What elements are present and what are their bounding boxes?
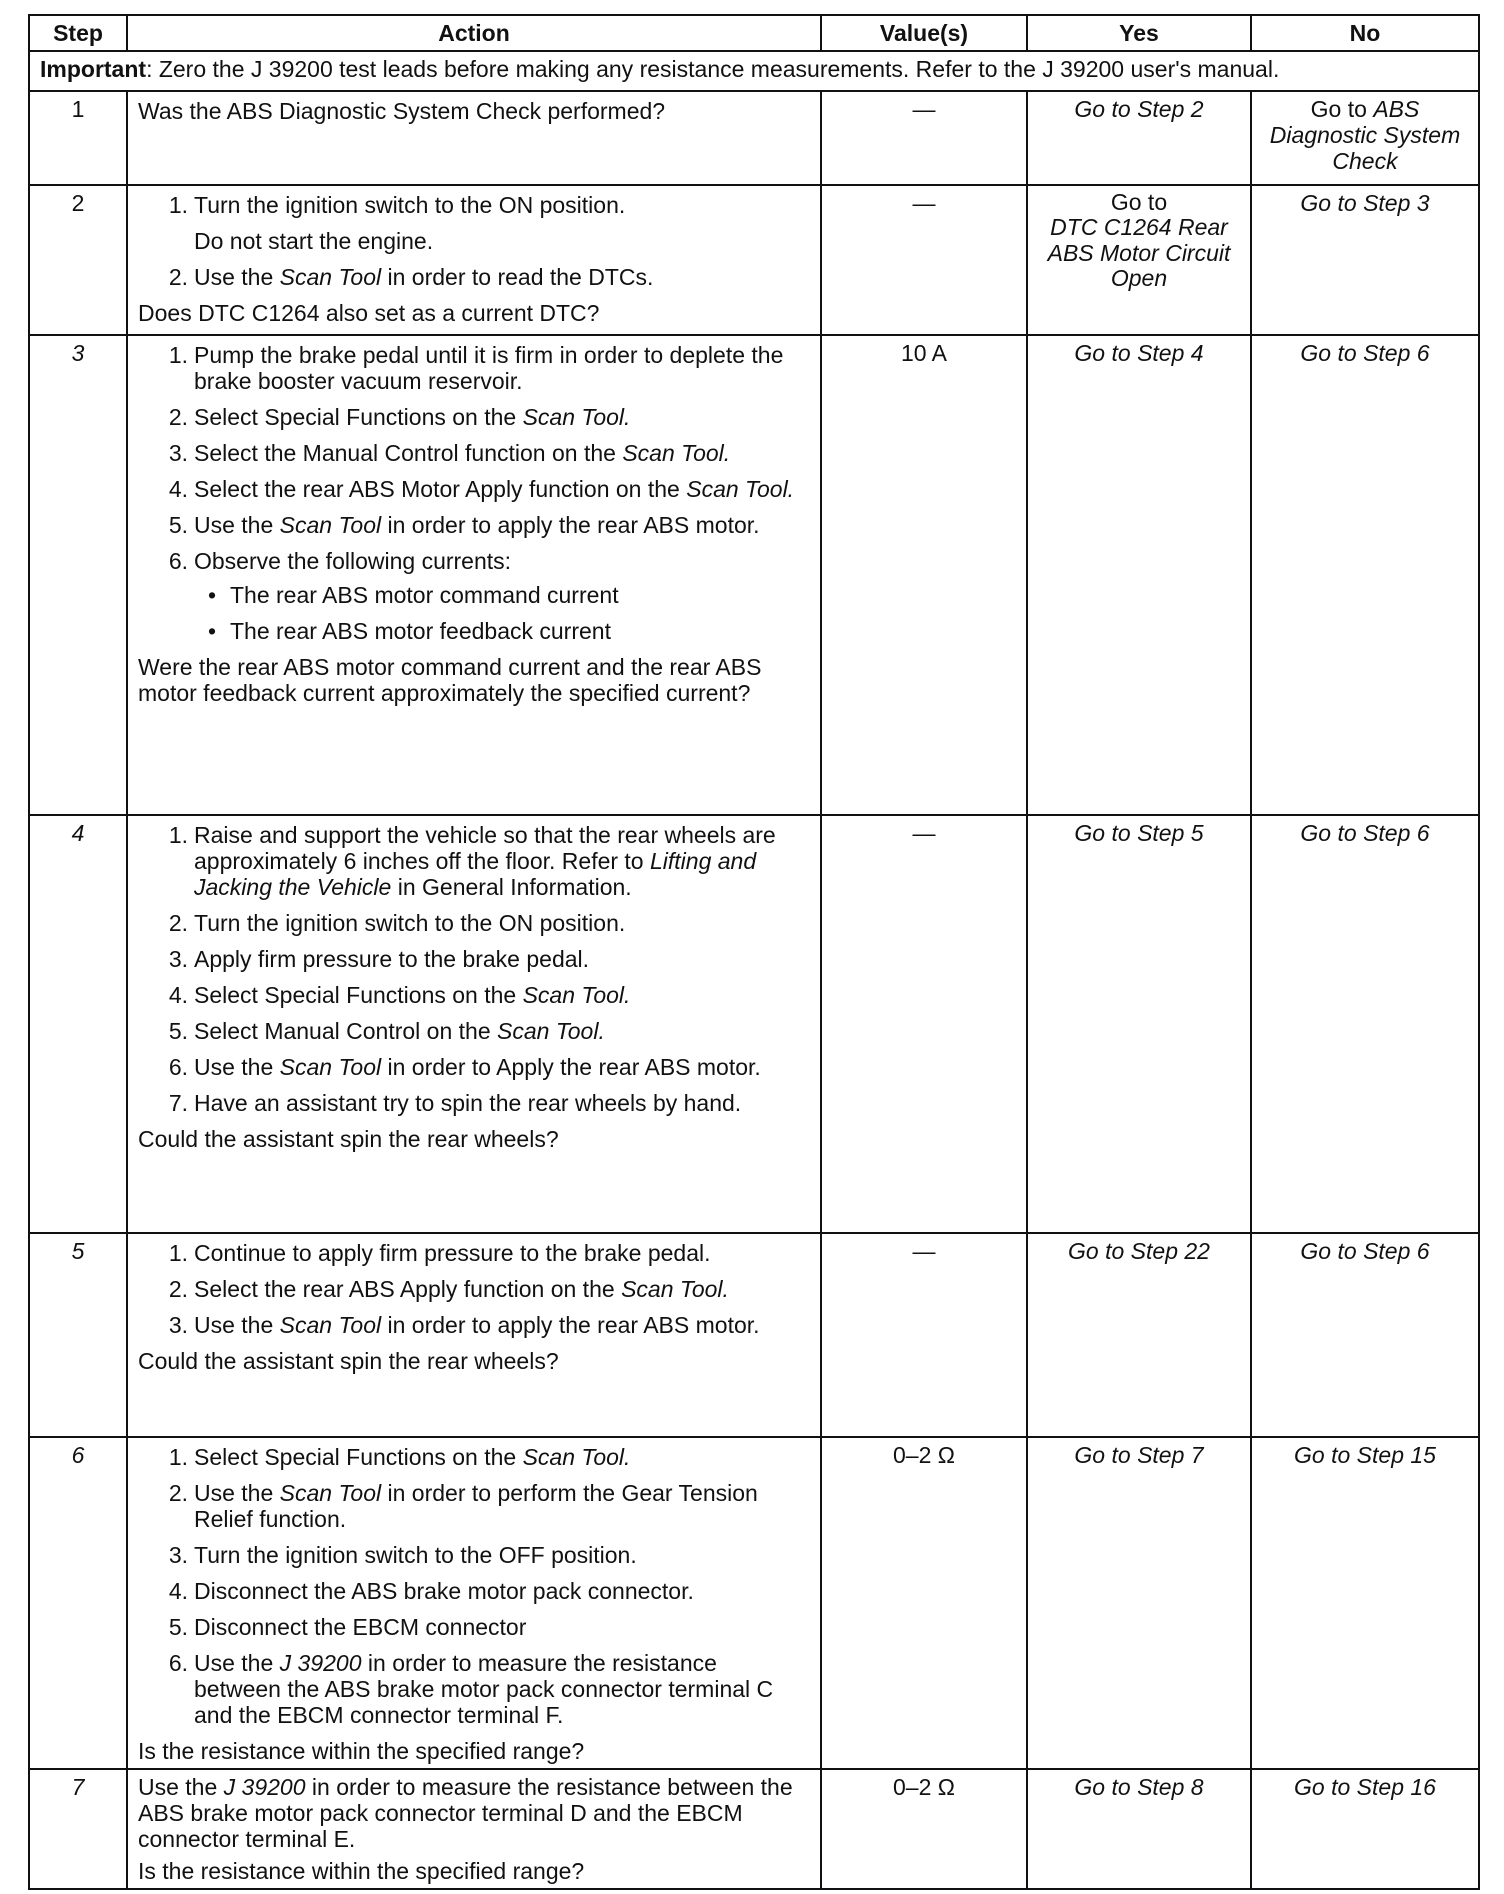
item-text: Pump the brake pedal until it is firm in order to deplete the brake booster vacuum reservoir. xyxy=(194,341,784,394)
item-number: 5. xyxy=(168,1613,188,1640)
item-number: 1. xyxy=(168,1443,188,1470)
diagnostic-table xyxy=(28,14,1480,1890)
item-emphasis: J 39200 xyxy=(279,1649,362,1676)
item-emphasis: Scan Tool xyxy=(279,511,382,538)
item-emphasis: Scan Tool. xyxy=(522,981,631,1008)
item-emphasis: Scan Tool xyxy=(279,1311,382,1338)
yes-cell: Go to Step 5 xyxy=(1027,815,1251,1233)
list-item xyxy=(160,1018,810,1044)
item-number: 4. xyxy=(168,475,188,502)
action-cell xyxy=(127,1769,821,1889)
no-cell: Go to Step 6 xyxy=(1251,335,1479,815)
bullet-list xyxy=(194,582,810,644)
item-number: 3. xyxy=(168,439,188,466)
header-step: Step xyxy=(29,15,127,51)
item-text: in order to read the DTCs. xyxy=(381,263,654,290)
action-steps xyxy=(138,1444,810,1728)
item-text: in order to apply the rear ABS motor. xyxy=(381,511,760,538)
item-text: Select Special Functions on the xyxy=(194,403,523,430)
step-number: 5 xyxy=(29,1233,127,1437)
action-steps xyxy=(138,192,810,290)
bullet-item xyxy=(204,582,810,608)
no-prefix: Go to xyxy=(1310,95,1374,122)
list-item xyxy=(160,512,810,538)
list-item xyxy=(160,548,810,644)
item-text: Turn the ignition switch to the ON position. xyxy=(194,909,626,936)
item-number: 7. xyxy=(168,1089,188,1116)
item-text: Use the xyxy=(194,1479,280,1506)
list-item xyxy=(160,1312,810,1338)
item-text: Select the Manual Control function on the xyxy=(194,439,623,466)
item-text: Select the rear ABS Motor Apply function on the xyxy=(194,475,687,502)
item-number: 6. xyxy=(168,1649,188,1676)
value-cell: — xyxy=(821,815,1027,1233)
item-emphasis: Scan Tool. xyxy=(622,439,731,466)
item-number: 1. xyxy=(168,191,188,218)
item-text: Select Special Functions on the xyxy=(194,981,523,1008)
yes-cell: Go to Step 8 xyxy=(1027,1769,1251,1889)
item-emphasis: Scan Tool xyxy=(279,1053,382,1080)
item-text: in General Information. xyxy=(391,873,632,900)
item-text: Use the xyxy=(194,1649,280,1676)
table-row xyxy=(29,815,1479,1233)
list-item xyxy=(160,1240,810,1266)
bullet-text: The rear ABS motor feedback current xyxy=(230,617,611,644)
item-number: 1. xyxy=(168,341,188,368)
action-cell xyxy=(127,91,821,185)
table-row xyxy=(29,91,1479,185)
item-text: Apply firm pressure to the brake pedal. xyxy=(194,945,590,972)
important-row xyxy=(29,51,1479,91)
list-item xyxy=(160,1578,810,1604)
table-row xyxy=(29,185,1479,335)
no-cell xyxy=(1251,91,1479,185)
action-cell xyxy=(127,815,821,1233)
action-question: Was the ABS Diagnostic System Check performed? xyxy=(138,97,666,124)
item-emphasis: Lifting and Jacking the Vehicle xyxy=(194,847,757,900)
item-text: Turn the ignition switch to the ON position. xyxy=(194,191,626,218)
list-item xyxy=(160,342,810,394)
no-cell: Go to Step 6 xyxy=(1251,1233,1479,1437)
bullet-text: The rear ABS motor command current xyxy=(230,581,619,608)
value-cell: — xyxy=(821,91,1027,185)
item-text: in order to measure the resistance between the ABS brake motor pack connector terminal D and the EBCM connector terminal E. xyxy=(138,1773,793,1852)
item-text: in order to apply the rear ABS motor. xyxy=(381,1311,760,1338)
important-note xyxy=(29,51,1479,91)
value-cell: 0–2 Ω xyxy=(821,1769,1027,1889)
item-number: 2. xyxy=(168,263,188,290)
step-number: 4 xyxy=(29,815,127,1233)
item-emphasis: Scan Tool xyxy=(279,263,382,290)
item-text: Use the xyxy=(194,1053,280,1080)
no-cell: Go to Step 6 xyxy=(1251,815,1479,1233)
item-text: Have an assistant try to spin the rear wheels by hand. xyxy=(194,1089,742,1116)
action-text xyxy=(138,1774,810,1852)
action-question: Does DTC C1264 also set as a current DTC? xyxy=(138,299,600,326)
value-cell: 10 A xyxy=(821,335,1027,815)
item-text: Disconnect the ABS brake motor pack connector. xyxy=(194,1577,694,1604)
diagnostic-table-sheet xyxy=(28,14,1480,1882)
header-no: No xyxy=(1251,15,1479,51)
item-emphasis: Scan Tool xyxy=(279,1479,382,1506)
important-text: : Zero the J 39200 test leads before making any resistance measurements. Refer to the J 39200 user's manual. xyxy=(146,55,1280,82)
list-item xyxy=(160,1542,810,1568)
item-text: Select Manual Control on the xyxy=(194,1017,498,1044)
item-number: 4. xyxy=(168,1577,188,1604)
item-text: Use the xyxy=(194,263,280,290)
item-text: Use the xyxy=(194,1311,280,1338)
step-number: 2 xyxy=(29,185,127,335)
list-item xyxy=(160,910,810,936)
action-question: Could the assistant spin the rear wheels? xyxy=(138,1125,559,1152)
item-number: 5. xyxy=(168,511,188,538)
item-emphasis: Scan Tool. xyxy=(522,403,631,430)
item-text: in order to measure the resistance between the ABS brake motor pack connector terminal C and the EBCM connector terminal F. xyxy=(194,1649,774,1728)
no-cell: Go to Step 15 xyxy=(1251,1437,1479,1769)
action-cell xyxy=(127,185,821,335)
item-note: Do not start the engine. xyxy=(194,227,434,254)
yes-link: DTC C1264 Rear ABS Motor Circuit Open xyxy=(1047,214,1231,291)
item-emphasis: J 39200 xyxy=(223,1773,306,1800)
action-cell xyxy=(127,1437,821,1769)
step-number: 7 xyxy=(29,1769,127,1889)
item-text: Continue to apply firm pressure to the brake pedal. xyxy=(194,1239,711,1266)
item-number: 2. xyxy=(168,1479,188,1506)
item-text: Observe the following currents: xyxy=(194,547,512,574)
list-item xyxy=(160,1614,810,1640)
item-emphasis: Scan Tool. xyxy=(686,475,795,502)
table-row xyxy=(29,1437,1479,1769)
list-item xyxy=(160,1480,810,1532)
yes-cell: Go to Step 7 xyxy=(1027,1437,1251,1769)
action-steps xyxy=(138,342,810,644)
action-steps xyxy=(138,822,810,1116)
item-number: 3. xyxy=(168,945,188,972)
important-label: Important xyxy=(40,55,147,82)
item-number: 1. xyxy=(168,821,188,848)
list-item xyxy=(160,946,810,972)
bullet-dot-icon: • xyxy=(208,581,217,608)
item-text: in order to perform the Gear Tension Relief function. xyxy=(194,1479,758,1532)
step-number: 1 xyxy=(29,91,127,185)
yes-cell: Go to Step 22 xyxy=(1027,1233,1251,1437)
item-number: 5. xyxy=(168,1017,188,1044)
yes-cell: Go to Step 2 xyxy=(1027,91,1251,185)
list-item xyxy=(160,264,810,290)
item-number: 6. xyxy=(168,1053,188,1080)
bullet-dot-icon: • xyxy=(208,617,217,644)
item-text: Select Special Functions on the xyxy=(194,1443,523,1470)
action-cell xyxy=(127,1233,821,1437)
bullet-item xyxy=(204,618,810,644)
item-number: 3. xyxy=(168,1541,188,1568)
list-item xyxy=(160,1650,810,1728)
action-question: Were the rear ABS motor command current and the rear ABS motor feedback current approximately the specified current? xyxy=(138,653,762,706)
item-emphasis: Scan Tool. xyxy=(497,1017,605,1044)
action-question: Is the resistance within the specified range? xyxy=(138,1857,585,1884)
header-yes: Yes xyxy=(1027,15,1251,51)
header-action: Action xyxy=(127,15,821,51)
item-text: Disconnect the EBCM connector xyxy=(194,1613,527,1640)
item-text: Select the rear ABS Apply function on the xyxy=(194,1275,622,1302)
table-row xyxy=(29,335,1479,815)
action-cell xyxy=(127,335,821,815)
item-number: 1. xyxy=(168,1239,188,1266)
yes-cell: Go to Step 4 xyxy=(1027,335,1251,815)
item-number: 4. xyxy=(168,981,188,1008)
step-number: 6 xyxy=(29,1437,127,1769)
action-question: Could the assistant spin the rear wheels? xyxy=(138,1347,559,1374)
action-question: Is the resistance within the specified range? xyxy=(138,1737,585,1764)
item-number: 6. xyxy=(168,547,188,574)
list-item xyxy=(160,822,810,900)
no-link: ABS Diagnostic System Check xyxy=(1269,95,1461,174)
list-item xyxy=(160,404,810,430)
table-row xyxy=(29,1233,1479,1437)
value-cell: 0–2 Ω xyxy=(821,1437,1027,1769)
item-number: 2. xyxy=(168,1275,188,1302)
list-item xyxy=(160,192,810,254)
no-cell: Go to Step 16 xyxy=(1251,1769,1479,1889)
no-cell: Go to Step 3 xyxy=(1251,185,1479,335)
value-cell: — xyxy=(821,1233,1027,1437)
item-number: 3. xyxy=(168,1311,188,1338)
yes-cell xyxy=(1027,185,1251,335)
item-text: Raise and support the vehicle so that the rear wheels are approximately 6 inches off the floor. Refer to xyxy=(194,821,776,874)
header-row xyxy=(29,15,1479,51)
item-text: Turn the ignition switch to the OFF position. xyxy=(194,1541,637,1568)
item-text: Use the xyxy=(138,1773,224,1800)
item-emphasis: Scan Tool. xyxy=(522,1443,631,1470)
item-text: in order to Apply the rear ABS motor. xyxy=(381,1053,761,1080)
list-item xyxy=(160,982,810,1008)
item-number: 2. xyxy=(168,909,188,936)
item-emphasis: Scan Tool. xyxy=(621,1275,729,1302)
list-item xyxy=(160,476,810,502)
action-steps xyxy=(138,1240,810,1338)
list-item xyxy=(160,1054,810,1080)
item-text: Use the xyxy=(194,511,280,538)
list-item xyxy=(160,1090,810,1116)
item-number: 2. xyxy=(168,403,188,430)
list-item xyxy=(160,1444,810,1470)
step-number: 3 xyxy=(29,335,127,815)
yes-prefix: Go to xyxy=(1110,188,1168,215)
table-row xyxy=(29,1769,1479,1889)
value-cell: — xyxy=(821,185,1027,335)
list-item xyxy=(160,440,810,466)
header-values: Value(s) xyxy=(821,15,1027,51)
list-item xyxy=(160,1276,810,1302)
